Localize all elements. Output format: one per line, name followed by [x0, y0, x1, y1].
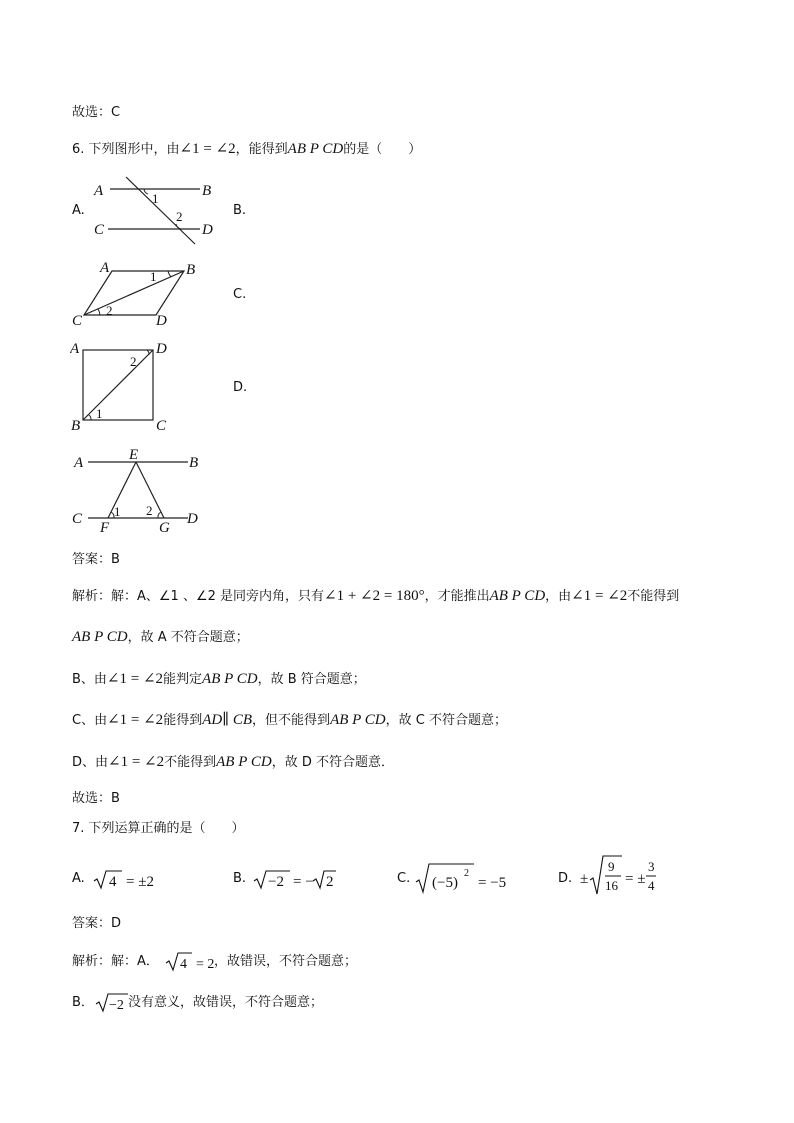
fig-b-label-d: D	[156, 313, 167, 329]
previous-answer: 故选：C	[72, 105, 121, 120]
fig-a-label-b: B	[202, 183, 212, 199]
fig-c-label-d: D	[156, 341, 167, 357]
q6-option-c-label: C.	[233, 287, 247, 302]
fig-a-angle-1: 1	[152, 191, 159, 206]
q7-option-b-radical	[252, 864, 352, 894]
q7-option-d-label: D.	[558, 871, 573, 886]
q6-explanation-line-1: 解析：解：A、∠1 、∠2 是同旁内角，只有∠1 + ∠2 = 180°，才能推出AB P CD，由∠1 = ∠2不能得到	[72, 588, 680, 604]
fig-a-label-d: D	[202, 222, 213, 238]
q7-explanation-line-1-tail: ，故错误，不符合题意；	[214, 954, 358, 969]
q6-explanation-line-3: B、由∠1 = ∠2能判定AB P CD，故 B 符合题意；	[72, 671, 366, 687]
q7-b-rhs: = −	[293, 874, 314, 890]
q7-a-radicand: 4	[109, 874, 117, 890]
fig-b-angle-2: 2	[106, 303, 113, 318]
q7-explanation-line-1: 解析：解：A．	[72, 954, 159, 969]
q7-c-radicand: (−5)	[432, 875, 458, 891]
q7-b-rhs-radicand: 2	[326, 874, 334, 890]
figure-d	[70, 446, 210, 534]
q7-explanation-line-2: B．	[72, 995, 94, 1010]
q6-option-a-label: A.	[72, 203, 85, 218]
q6-explanation-line-4: C、由∠1 = ∠2能得到AD∥ CB，但不能得到AB P CD，故 C 不符合题意；	[72, 712, 507, 728]
fig-d-angle-2: 2	[146, 503, 153, 518]
q6-explanation-line-2: AB P CD，故 A 不符合题意；	[72, 629, 249, 645]
question-6-stem: 6. 下列图形中，由∠1 = ∠2，能得到AB P CD的是（ ）	[72, 141, 422, 157]
fig-d-label-b: B	[189, 455, 199, 471]
fig-c-angle-1: 1	[96, 406, 103, 421]
figure-a	[88, 172, 228, 250]
q7-explanation-line-2-tail: 没有意义，故错误，不符合题意；	[128, 995, 324, 1010]
q7-c-rhs: = −5	[478, 875, 507, 891]
q7-option-a-radical	[92, 864, 172, 894]
q7-d-plusminus: ±	[580, 871, 589, 887]
figure-b	[70, 258, 210, 330]
q7-d-numerator: 9	[608, 859, 615, 874]
fig-d-label-c: C	[72, 511, 83, 527]
q6-option-b-label: B.	[233, 203, 247, 218]
fig-d-label-g: G	[159, 520, 170, 534]
q6-final-answer: 故选：B	[72, 791, 120, 806]
question-7-stem: 7. 下列运算正确的是（ ）	[72, 821, 245, 836]
q7-a-rhs: = ±2	[126, 874, 154, 890]
fig-c-angle-2: 2	[130, 354, 137, 369]
fig-c-label-b: B	[71, 418, 81, 432]
fig-b-label-b: B	[186, 262, 196, 278]
q7-option-b-label: B.	[233, 871, 247, 886]
q7-d-denominator: 16	[605, 878, 618, 893]
figure-c	[70, 340, 190, 432]
q7-ex2-radicand: −2	[109, 998, 124, 1013]
fig-d-label-f: F	[100, 520, 110, 534]
fig-d-label-e: E	[129, 447, 139, 463]
fig-b-angle-1: 1	[150, 269, 157, 284]
q7-d-rhs: = ±	[625, 871, 646, 887]
fig-d-angle-1: 1	[114, 504, 121, 519]
q7-option-a-label: A.	[72, 871, 85, 886]
fig-a-label-c: C	[94, 222, 105, 238]
fig-b-label-c: C	[72, 313, 83, 329]
q7-option-d-radical	[578, 852, 678, 900]
q7-c-exponent: 2	[464, 868, 469, 879]
fig-a-angle-2: 2	[176, 209, 183, 224]
fig-d-label-d: D	[187, 511, 198, 527]
q7-d-rhs-numerator: 3	[648, 859, 655, 874]
q7-d-rhs-denominator: 4	[648, 878, 655, 893]
fig-c-label-c: C	[156, 418, 167, 432]
fig-d-label-a: A	[74, 455, 84, 471]
q6-option-d-label: D.	[233, 380, 248, 395]
q7-ex1-radicand: 4	[180, 957, 187, 972]
q7-answer: 答案：D	[72, 916, 122, 931]
q7-b-radicand: −2	[268, 874, 284, 890]
q7-ex1-rhs: = 2	[196, 957, 215, 972]
q7-option-c-radical	[414, 860, 524, 896]
q6-answer: 答案：B	[72, 552, 120, 567]
fig-b-label-a: A	[100, 260, 110, 276]
fig-a-label-a: A	[94, 183, 104, 199]
fig-c-label-a: A	[70, 341, 80, 357]
q6-explanation-line-5: D、由∠1 = ∠2不能得到AB P CD，故 D 不符合题意．	[72, 754, 394, 770]
q7-option-c-label: C.	[397, 871, 411, 886]
